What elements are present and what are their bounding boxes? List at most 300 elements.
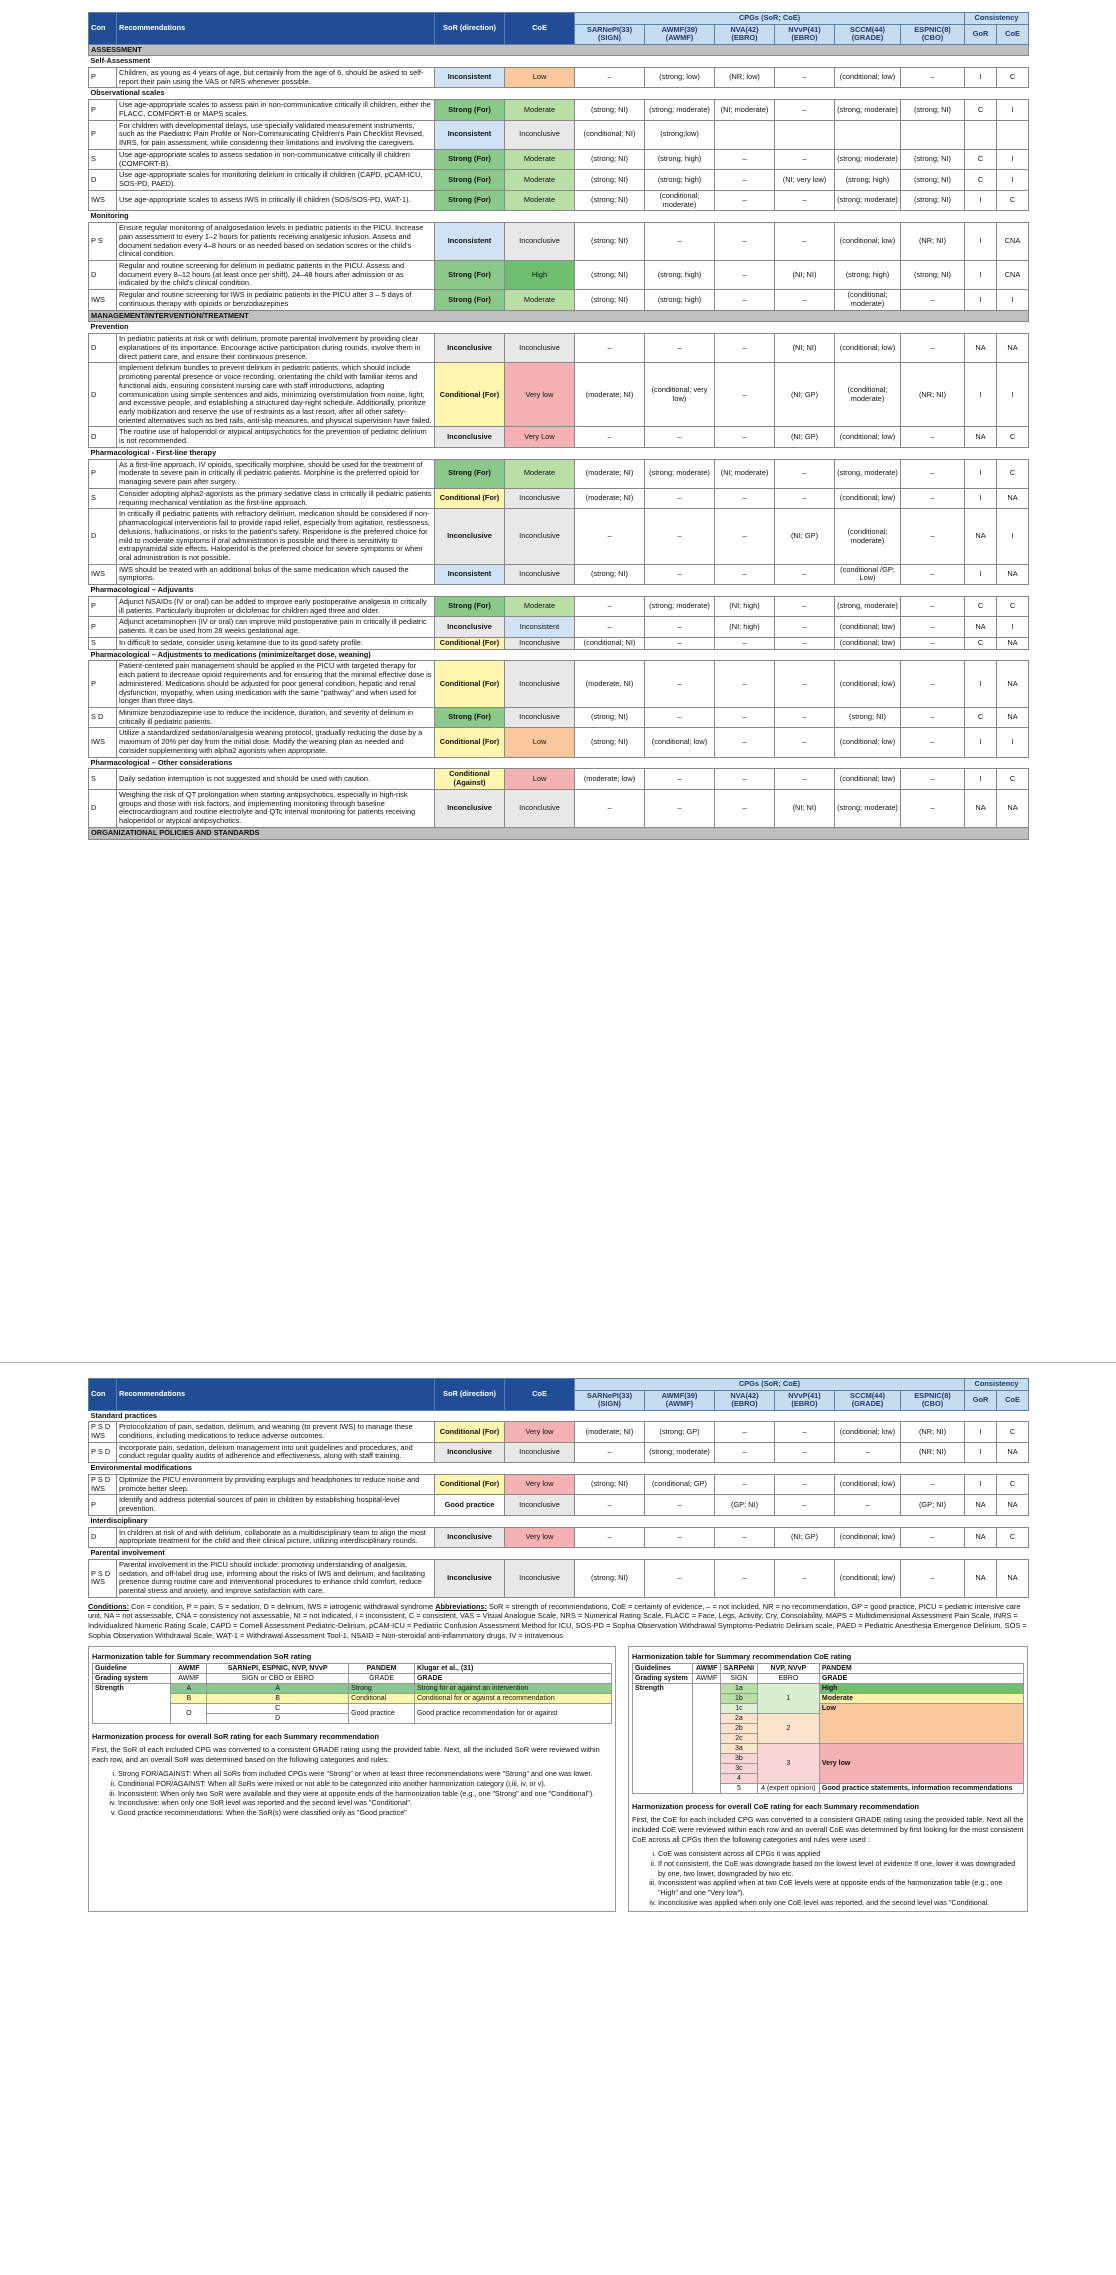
sor-cell: Strong (For) bbox=[435, 170, 505, 190]
abbreviations-text: SoR = strength of recommendations, CoE = certainty of evidence, – = not included, NR = no recommendation, GP = good practice, PICU = pediatric intensive care unit, NA = not assessable, CNA = consistency not assessable, NI = not indicated, I = inconsistent, C = consistent, VAS = Visual Analogue Scale, NRS = Numerical Rating Scale, FLACC = Face, Legs, Activity, Cry, Consolability, MAPS = Multidimensional Assessment Pain Scale, INRS = Individualized Numeric Rating Scale, CAPD = Cornell Assessment Pediatric-Delirium, pCAM-ICU = Pediatric Confusion Assessment Method for ICU, SOS-PD = Sophia Observation Withdrawal Symptoms-Pediatric Delirium scale, PAED = Pediatric Anesthesia Emergence Delirium, SOS = Sophia Observation Withdrawal Scale, WAT-1 = Withdrawal Assessment Tool-1, NSAID = Non-steroidal anti-inflammatory drugs, IV = intravenous bbox=[88, 1601, 1027, 1640]
guideline-cell: – bbox=[715, 789, 775, 827]
cpgs-subtitle: (SoR; CoE) bbox=[761, 1379, 801, 1388]
guideline-cell: (NI; high) bbox=[715, 596, 775, 616]
guideline-cell: (moderate; NI) bbox=[575, 459, 645, 488]
recommendation-cell: In pediatric patients at risk or with delirium, promote parental involvement by providing clear explanations of its importance. Encourage active participation during rounds, involve them in direct patient care, and ensure their continuous presence. bbox=[117, 334, 435, 363]
guideline-cell: (conditional; low) bbox=[835, 223, 901, 261]
coe-cell: 1a bbox=[720, 1684, 757, 1694]
coe-harmonization-box bbox=[628, 1646, 1028, 1911]
guideline-cell: – bbox=[575, 68, 645, 88]
table-row bbox=[89, 170, 1029, 190]
guideline-cell: (strong; high) bbox=[835, 170, 901, 190]
coe-cell: 4 (expert opinion) bbox=[757, 1784, 819, 1794]
table-row bbox=[89, 190, 1029, 210]
table-row bbox=[89, 617, 1029, 637]
guideline-cell: – bbox=[715, 509, 775, 564]
condition-cell: P bbox=[89, 1495, 117, 1515]
coe-cell: 3a bbox=[720, 1744, 757, 1754]
coe-cell: Inconclusive bbox=[505, 223, 575, 261]
guideline-cell: (strong; NI) bbox=[575, 728, 645, 757]
consistency-coe-cell: NA bbox=[997, 661, 1029, 708]
condition-cell: IWS bbox=[89, 564, 117, 584]
guideline-cell: – bbox=[775, 617, 835, 637]
guideline-cell: (strong; high) bbox=[835, 260, 901, 289]
guideline-cell: – bbox=[775, 708, 835, 728]
guideline-cell: – bbox=[775, 1559, 835, 1597]
consistency-coe-cell: NA bbox=[997, 708, 1029, 728]
guideline-cell: – bbox=[715, 363, 775, 427]
table-row bbox=[89, 596, 1029, 616]
guideline-cell: (strong; NI) bbox=[575, 564, 645, 584]
sor-grading: GRADE bbox=[414, 1674, 611, 1684]
table-row bbox=[89, 708, 1029, 728]
condition-cell: P S D IWS bbox=[89, 1422, 117, 1442]
consistency-coe-cell: C bbox=[997, 1474, 1029, 1494]
recommendation-cell: Weighing the risk of QT prolongation when starting antipsychotics, especially in high-risk groups and those with risk factors, and implementing monitoring through baseline electrocardiogram and routine electrolyte and QTc interval monitoring for patients receiving haloperidol or atypical antipsychotics. bbox=[117, 789, 435, 827]
guideline-cell: – bbox=[715, 223, 775, 261]
sor-cell: Strong (For) bbox=[435, 290, 505, 310]
guideline-cell: – bbox=[575, 1527, 645, 1547]
coe-rule: iii. Inconsistent was applied when at two CoE levels were at opposite ends of the harmonization table (e.g., one "High" and one "Very low"). bbox=[658, 1878, 1024, 1897]
condition-cell: P bbox=[89, 596, 117, 616]
coe-cell: Very low bbox=[505, 363, 575, 427]
guideline-cell: – bbox=[645, 637, 715, 649]
sor-cell: Inconclusive bbox=[435, 1527, 505, 1547]
guideline-cell: – bbox=[715, 260, 775, 289]
coe-cell: 3b bbox=[720, 1754, 757, 1764]
coe-cell: High bbox=[819, 1684, 1023, 1694]
con-header: Con bbox=[89, 1379, 117, 1411]
consistency-coe-cell: I bbox=[997, 100, 1029, 120]
consistency-header: Consistency bbox=[965, 1379, 1029, 1391]
guideline-cell: – bbox=[901, 1527, 965, 1547]
coe-cell: Good practice statements, information recommendations bbox=[819, 1784, 1023, 1794]
sor-head: AWMF bbox=[171, 1664, 207, 1674]
condition-cell: P bbox=[89, 100, 117, 120]
guideline-cell: (moderate; NI) bbox=[575, 1422, 645, 1442]
table-page-2 bbox=[88, 1378, 1028, 2258]
guideline-cell: (conditional; low) bbox=[835, 68, 901, 88]
consistency-coe-cell: C bbox=[997, 459, 1029, 488]
condition-cell: D bbox=[89, 363, 117, 427]
cpgs-header bbox=[575, 13, 965, 25]
coe-cell: Inconclusive bbox=[505, 661, 575, 708]
condition-cell: D bbox=[89, 334, 117, 363]
coe-cell: Moderate bbox=[505, 290, 575, 310]
gor-cell: NA bbox=[965, 334, 997, 363]
guideline-cell: – bbox=[901, 596, 965, 616]
consistency-coe-cell: NA bbox=[997, 637, 1029, 649]
subsection-header: Self-Assessment bbox=[89, 56, 1029, 68]
recommendation-cell: Minimize benzodiazepine use to reduce the incidence, duration, and severity of delirium in critically ill pediatric patients. bbox=[117, 708, 435, 728]
gor-cell: I bbox=[965, 769, 997, 789]
guideline-cell: (NI; GP) bbox=[775, 509, 835, 564]
guideline-cell: (NI; high) bbox=[715, 617, 775, 637]
guideline-cell: (conditional; low) bbox=[835, 1422, 901, 1442]
coe-cell: Inconclusive bbox=[505, 1559, 575, 1597]
subsection-header: Environmental modifications bbox=[89, 1463, 1029, 1475]
sor-cell: Strong (For) bbox=[435, 459, 505, 488]
guideline-cell: – bbox=[901, 68, 965, 88]
consistency-coe-cell: C bbox=[997, 190, 1029, 210]
guideline-cell: – bbox=[775, 769, 835, 789]
condition-cell: IWS bbox=[89, 190, 117, 210]
subsection-header: Interdisciplinary bbox=[89, 1515, 1029, 1527]
sor-cell: Good practice recommendation for or against bbox=[414, 1704, 611, 1724]
guideline-cell: (strong, moderate) bbox=[835, 459, 901, 488]
condition-cell: S bbox=[89, 488, 117, 508]
sor-table-title: Harmonization table for Summary recommendation SoR rating bbox=[92, 1652, 312, 1662]
cpgs-title: CPGs bbox=[738, 1379, 760, 1388]
table-row bbox=[89, 427, 1029, 447]
coe-cell: 3 bbox=[757, 1744, 819, 1784]
recommendation-cell: Incorporate pain, sedation, delirium management into unit guidelines and procedures, and conduct regular quality audits of adherence and effectiveness, along with staff training. bbox=[117, 1442, 435, 1462]
guideline-cell: (strong; NI) bbox=[901, 100, 965, 120]
recommendation-cell: Identify and address potential sources of pain in children by establishing hospital-level prevention. bbox=[117, 1495, 435, 1515]
sor-cell: Strong (For) bbox=[435, 708, 505, 728]
table-row bbox=[89, 661, 1029, 708]
sor-cell: Conditional for or against a recommendation bbox=[414, 1694, 611, 1704]
coe-cell: 3c bbox=[720, 1764, 757, 1774]
sor-grading: AWMF bbox=[171, 1674, 207, 1684]
guideline-cell: (conditional; low) bbox=[835, 488, 901, 508]
sor-cell: Inconsistent bbox=[435, 120, 505, 149]
sor-head: Guideline bbox=[93, 1664, 171, 1674]
guideline-cell: (strong; moderate) bbox=[835, 190, 901, 210]
guideline-cell: – bbox=[645, 617, 715, 637]
guideline-cell: – bbox=[775, 290, 835, 310]
section-header: ORGANIZATIONAL POLICIES AND STANDARDS bbox=[89, 827, 1029, 839]
condition-cell: D bbox=[89, 170, 117, 190]
guideline-cell: – bbox=[715, 1527, 775, 1547]
sor-process-text: First, the SoR of each included CPG was converted to a consistent GRADE rating using the provided table. Next, all the included SoR were reviewed within each row, and an overall SoR was determined based on the following categories and rules: bbox=[92, 1745, 600, 1765]
guideline-cell: – bbox=[901, 617, 965, 637]
guideline-cell: (GP; NI) bbox=[715, 1495, 775, 1515]
coe-grading: Grading system bbox=[633, 1674, 693, 1684]
sor-cell: Inconsistent bbox=[435, 223, 505, 261]
condition-cell: D bbox=[89, 509, 117, 564]
sor-strength-label: Strength bbox=[93, 1684, 171, 1724]
condition-cell: D bbox=[89, 1527, 117, 1547]
sor-cell: Strong (For) bbox=[435, 190, 505, 210]
table-row bbox=[89, 1559, 1029, 1597]
consistency-coe-cell bbox=[997, 120, 1029, 149]
guideline-cell: – bbox=[645, 789, 715, 827]
sor-cell: Inconsistent bbox=[435, 68, 505, 88]
recommendation-cell: Adjunct NSAIDs (IV or oral) can be added to improve early postoperative analgesia in critically ill patients. Particularly ibuprofen or diclofenac for children aged three and older. bbox=[117, 596, 435, 616]
coe-process-text: First, the CoE for each included CPG was converted to a consistent GRADE rating using the provided table. Next all the included CoE were reviewed within each row and an overall CoE was determined by first looking for the most consistent CoE across all CPGs then the following categories and rules were used : bbox=[632, 1815, 1024, 1845]
gor-cell: I bbox=[965, 1474, 997, 1494]
condition-cell: S D bbox=[89, 708, 117, 728]
sor-cell: Strong for or against an intervention bbox=[414, 1684, 611, 1694]
recommendation-cell: Regular and routine screening for IWS in pediatric patients in the PICU after 3 – 5 days of continuous therapy with opioids or benzodiazepines bbox=[117, 290, 435, 310]
coe-header: CoE bbox=[505, 13, 575, 45]
recommendation-cell: Utilize a standardized sedation/analgesia weaning protocol, gradually reducing the dose by a maximum of 20% per day from the initial dose. Modify the weaning plan as needed and consider supplementing with alpha2 agonists when appropriate. bbox=[117, 728, 435, 757]
coe-cell: Moderate bbox=[505, 190, 575, 210]
guideline-cell: (strong; moderate) bbox=[645, 100, 715, 120]
table-page-1 bbox=[88, 12, 1028, 1352]
guideline-cell: (strong; moderate) bbox=[835, 789, 901, 827]
guideline-header: SARNePI(33) (SIGN) bbox=[575, 24, 645, 44]
recommendation-cell: In children at risk of and with delirium, collaborate as a multidisciplinary team to align the most appropriate treatment for the child and their clinical picture, utilizing interdisciplinary rounds. bbox=[117, 1527, 435, 1547]
sor-harmonization-box bbox=[88, 1646, 616, 1911]
table-row bbox=[89, 637, 1029, 649]
recommendations-table-2 bbox=[88, 1378, 1029, 1598]
sor-head: PANDEM bbox=[349, 1664, 415, 1674]
sor-cell: Conditional (For) bbox=[435, 661, 505, 708]
coe-cell: 2 bbox=[757, 1714, 819, 1744]
guideline-cell: – bbox=[575, 789, 645, 827]
guideline-cell: – bbox=[645, 223, 715, 261]
guideline-header: CoE bbox=[997, 1390, 1029, 1410]
gor-cell: NA bbox=[965, 1495, 997, 1515]
section-header: MANAGEMENT/INTERVENTION/TREATMENT bbox=[89, 310, 1029, 322]
consistency-coe-cell: NA bbox=[997, 564, 1029, 584]
consistency-coe-cell: I bbox=[997, 170, 1029, 190]
coe-harmonization-table bbox=[632, 1663, 1024, 1794]
guideline-cell: – bbox=[645, 1527, 715, 1547]
table-row bbox=[89, 488, 1029, 508]
guideline-cell: – bbox=[901, 637, 965, 649]
guideline-cell: – bbox=[775, 1495, 835, 1515]
guideline-cell: – bbox=[645, 509, 715, 564]
gor-cell: C bbox=[965, 596, 997, 616]
sor-cell: Conditional (For) bbox=[435, 637, 505, 649]
consistency-coe-cell: NA bbox=[997, 488, 1029, 508]
guideline-cell: – bbox=[775, 190, 835, 210]
sor-cell: Inconclusive bbox=[435, 1442, 505, 1462]
guideline-cell: (NR; NI) bbox=[901, 223, 965, 261]
sor-cell: Conditional (For) bbox=[435, 1422, 505, 1442]
guideline-cell: – bbox=[715, 290, 775, 310]
conditions-text: Con = condition, P = pain, S = sedation, D = delirium, IWS = iatrogenic withdrawal syndrome bbox=[129, 1601, 436, 1611]
coe-cell: Very low bbox=[819, 1744, 1023, 1784]
coe-cell: 1b bbox=[720, 1694, 757, 1704]
condition-cell: IWS bbox=[89, 290, 117, 310]
conditions-label: Conditions: bbox=[88, 1601, 130, 1611]
guideline-cell: – bbox=[715, 427, 775, 447]
recommendation-cell: Children, as young as 4 years of age, but certainly from the age of 6, should be asked to self-report their pain using the VAS or NRS whenever possible. bbox=[117, 68, 435, 88]
coe-cell: Inconclusive bbox=[505, 637, 575, 649]
sor-cell: Strong (For) bbox=[435, 260, 505, 289]
guideline-cell: (strong; moderate) bbox=[835, 149, 901, 169]
guideline-cell: – bbox=[715, 564, 775, 584]
guideline-cell: – bbox=[645, 661, 715, 708]
coe-head: SARPeNI bbox=[720, 1664, 757, 1674]
guideline-cell: – bbox=[775, 661, 835, 708]
cpgs-header bbox=[575, 1379, 965, 1391]
sor-grading: GRADE bbox=[349, 1674, 415, 1684]
guideline-cell: – bbox=[715, 170, 775, 190]
guideline-cell: (NI; very low) bbox=[775, 170, 835, 190]
guideline-header: NVA(42) (EBRO) bbox=[715, 1390, 775, 1410]
guideline-cell: – bbox=[775, 1442, 835, 1462]
guideline-cell: – bbox=[775, 223, 835, 261]
page-divider bbox=[0, 1362, 1116, 1363]
guideline-cell: (strong; NI) bbox=[575, 1559, 645, 1597]
sor-harmonization-table bbox=[92, 1663, 612, 1724]
gor-cell: I bbox=[965, 564, 997, 584]
guideline-cell: – bbox=[901, 334, 965, 363]
recommendation-cell: The routine use of haloperidol or atypical antipsychotics for the prevention of pediatric delirium is not recommended. bbox=[117, 427, 435, 447]
gor-cell: NA bbox=[965, 1559, 997, 1597]
coe-cell: Low bbox=[505, 68, 575, 88]
sor-cell: A bbox=[207, 1684, 349, 1694]
coe-cell: 1 bbox=[757, 1684, 819, 1714]
recommendation-cell: Consider adopting alpha2-agonists as the primary sedative class in critically ill pediatric patients requiring mechanical ventilation as the first-line approach. bbox=[117, 488, 435, 508]
guideline-cell: (strong; NI) bbox=[575, 290, 645, 310]
coe-head: PANDEM bbox=[819, 1664, 1023, 1674]
gor-cell: C bbox=[965, 170, 997, 190]
guideline-cell: (strong; NI) bbox=[575, 170, 645, 190]
consistency-coe-cell: NA bbox=[997, 789, 1029, 827]
guideline-header: AWMF(39) (AWMF) bbox=[645, 24, 715, 44]
recommendation-cell: Patient-centered pain management should be applied in the PICU with targeted therapy for each patient to decrease opioid requirements and for ensuring that the minimal effective dose is administered. Medications should be adjusted for poor general condition, hepatic and renal dysfunction, myopathy, when using medication with the same "pathway" and when used for longer than three days. bbox=[117, 661, 435, 708]
guideline-cell: (strong; NI) bbox=[575, 260, 645, 289]
guideline-header: ESPNIC(8) (CBO) bbox=[901, 1390, 965, 1410]
coe-cell: Inconsistent bbox=[505, 617, 575, 637]
condition-cell: P bbox=[89, 661, 117, 708]
gor-cell: I bbox=[965, 290, 997, 310]
sor-cell: Inconclusive bbox=[435, 509, 505, 564]
guideline-header: NVvP(41) (EBRO) bbox=[775, 1390, 835, 1410]
guideline-cell: – bbox=[575, 427, 645, 447]
sor-cell: B bbox=[207, 1694, 349, 1704]
guideline-cell: (strong; NI) bbox=[575, 223, 645, 261]
consistency-coe-cell: I bbox=[997, 509, 1029, 564]
guideline-cell: (conditional; low) bbox=[835, 728, 901, 757]
coe-cell: Inconclusive bbox=[505, 334, 575, 363]
guideline-cell: (strong; high) bbox=[645, 290, 715, 310]
coe-cell: Low bbox=[505, 769, 575, 789]
condition-cell: P S D IWS bbox=[89, 1559, 117, 1597]
guideline-cell: (strong; NI) bbox=[901, 170, 965, 190]
table-row bbox=[89, 260, 1029, 289]
coe-cell: Inconclusive bbox=[505, 488, 575, 508]
abbreviations-label: Abbreviations: bbox=[435, 1601, 487, 1611]
gor-cell: NA bbox=[965, 617, 997, 637]
table-row bbox=[89, 1474, 1029, 1494]
guideline-cell: (strong; GP) bbox=[645, 1422, 715, 1442]
guideline-cell: – bbox=[775, 564, 835, 584]
consistency-coe-cell: NA bbox=[997, 1559, 1029, 1597]
guideline-cell: – bbox=[575, 596, 645, 616]
coe-cell: Moderate bbox=[505, 149, 575, 169]
recommendation-cell: Use age-appropriate scales to assess sedation in non-communicative critically ill children (COMFORT-B). bbox=[117, 149, 435, 169]
guideline-cell: – bbox=[715, 769, 775, 789]
guideline-cell: – bbox=[901, 769, 965, 789]
sor-header: SoR (direction) bbox=[435, 13, 505, 45]
consistency-coe-cell: CNA bbox=[997, 260, 1029, 289]
condition-cell: P bbox=[89, 617, 117, 637]
guideline-cell: – bbox=[715, 1442, 775, 1462]
guideline-cell: – bbox=[901, 1474, 965, 1494]
coe-cell: 1c bbox=[720, 1704, 757, 1714]
coe-cell: Moderate bbox=[505, 459, 575, 488]
table-row bbox=[89, 1495, 1029, 1515]
gor-cell: NA bbox=[965, 427, 997, 447]
guideline-cell: (NI; GP) bbox=[775, 1527, 835, 1547]
consistency-coe-cell: NA bbox=[997, 1495, 1029, 1515]
guideline-cell: – bbox=[901, 459, 965, 488]
guideline-cell: (strong; high) bbox=[645, 170, 715, 190]
subsection-header: Pharmacological – Adjustments to medications (minimize/target dose, weaning) bbox=[89, 649, 1029, 661]
coe-cell: 4 bbox=[720, 1774, 757, 1784]
coe-cell: Low bbox=[505, 728, 575, 757]
guideline-cell: – bbox=[715, 149, 775, 169]
recommendation-cell: Ensure regular monitoring of analgosedation levels in pediatric patients in the PICU. Increase pain assessment to every 1–2 hours for patients receiving analgesic infusion. Assess and document sedation every 4–8 hours or as needed based on sedation scores or the child's clinical condition. bbox=[117, 223, 435, 261]
sor-cell: A bbox=[171, 1684, 207, 1694]
gor-cell: I bbox=[965, 459, 997, 488]
consistency-coe-cell: I bbox=[997, 617, 1029, 637]
sor-cell: Inconclusive bbox=[435, 617, 505, 637]
sor-cell: Strong bbox=[349, 1684, 415, 1694]
guideline-cell: (strong; moderate) bbox=[645, 596, 715, 616]
guideline-header: CoE bbox=[997, 24, 1029, 44]
guideline-cell: (conditional; low) bbox=[835, 1559, 901, 1597]
guideline-cell: – bbox=[775, 68, 835, 88]
gor-cell: I bbox=[965, 260, 997, 289]
subsection-header: Standard practices bbox=[89, 1410, 1029, 1422]
guideline-cell: – bbox=[645, 769, 715, 789]
sor-cell: B bbox=[171, 1694, 207, 1704]
sor-cell: Strong (For) bbox=[435, 596, 505, 616]
guideline-cell: (strong; high) bbox=[645, 149, 715, 169]
gor-cell: NA bbox=[965, 789, 997, 827]
consistency-coe-cell: C bbox=[997, 1527, 1029, 1547]
coe-cell: Low bbox=[819, 1704, 1023, 1744]
sor-cell: Strong (For) bbox=[435, 149, 505, 169]
guideline-cell: – bbox=[575, 1495, 645, 1515]
guideline-cell: – bbox=[645, 1495, 715, 1515]
guideline-cell: – bbox=[715, 1474, 775, 1494]
coe-cell: 2b bbox=[720, 1724, 757, 1734]
guideline-cell: (NR; NI) bbox=[901, 1422, 965, 1442]
guideline-cell: (conditional; low) bbox=[835, 661, 901, 708]
subsection-header: Pharmacological – Adjuvants bbox=[89, 585, 1029, 597]
table-row bbox=[89, 100, 1029, 120]
condition-cell: P S D IWS bbox=[89, 1474, 117, 1494]
guideline-cell: (conditional; moderate) bbox=[835, 363, 901, 427]
guideline-cell: – bbox=[645, 564, 715, 584]
guideline-cell: – bbox=[715, 1559, 775, 1597]
table-row bbox=[89, 459, 1029, 488]
guideline-cell: (strong; moderate) bbox=[835, 100, 901, 120]
guideline-cell: (moderate; NI) bbox=[575, 363, 645, 427]
guideline-cell: (NI; NI) bbox=[775, 260, 835, 289]
coe-strength-label: Strength bbox=[633, 1684, 693, 1794]
guideline-cell: – bbox=[645, 334, 715, 363]
sor-cell: Conditional (Against) bbox=[435, 769, 505, 789]
coe-cell: 2c bbox=[720, 1734, 757, 1744]
condition-cell: D bbox=[89, 427, 117, 447]
coe-cell: High bbox=[505, 260, 575, 289]
condition-cell: S bbox=[89, 637, 117, 649]
con-header: Con bbox=[89, 13, 117, 45]
sor-cell: Inconclusive bbox=[435, 334, 505, 363]
sor-cell: Good practice bbox=[349, 1704, 415, 1724]
guideline-cell: – bbox=[775, 1422, 835, 1442]
guideline-cell: (conditional; moderate) bbox=[835, 290, 901, 310]
subsection-header: Observational scales bbox=[89, 88, 1029, 100]
table-row bbox=[89, 1442, 1029, 1462]
guideline-header: NVA(42) (EBRO) bbox=[715, 24, 775, 44]
coe-cell: Inconclusive bbox=[505, 120, 575, 149]
recommendation-cell: IWS should be treated with an additional bolus of the same medication which caused the symptoms. bbox=[117, 564, 435, 584]
guideline-cell bbox=[835, 120, 901, 149]
guideline-cell: – bbox=[645, 427, 715, 447]
guideline-cell: (strong; moderate) bbox=[645, 459, 715, 488]
